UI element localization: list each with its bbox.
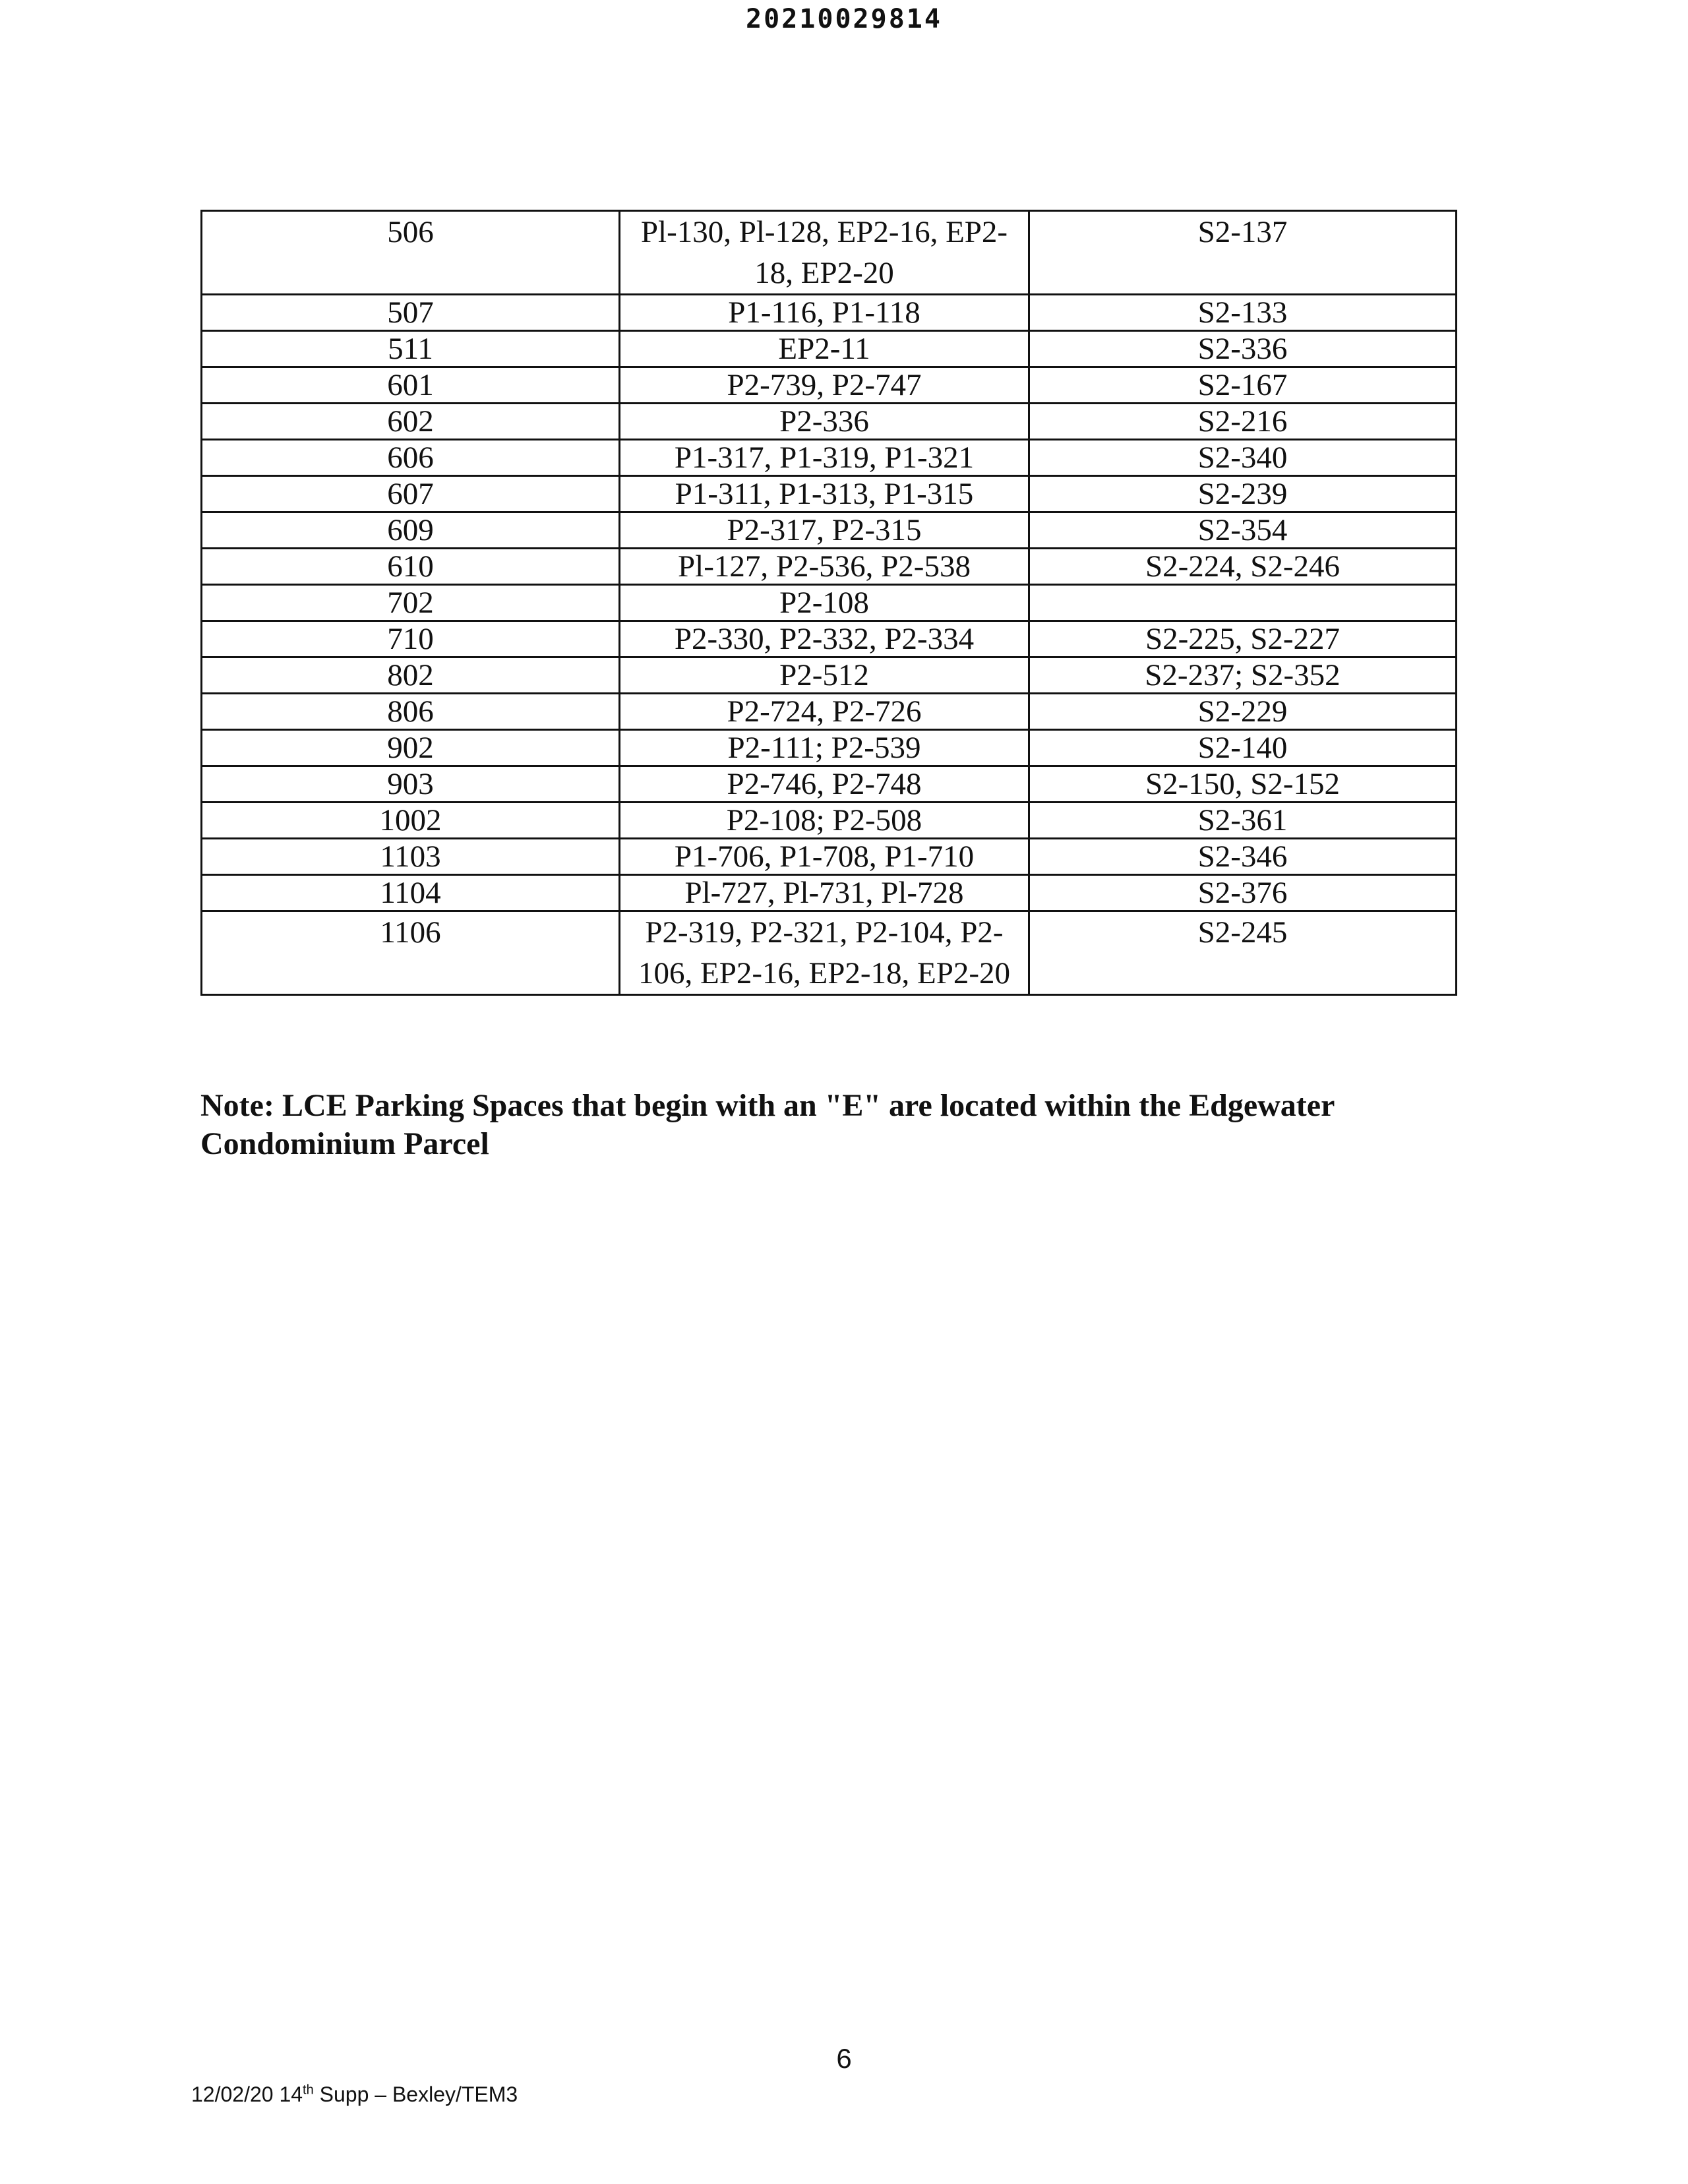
parking-cell: P2-336	[620, 404, 1029, 440]
parking-cell: P1-317, P1-319, P1-321	[620, 440, 1029, 476]
storage-cell: S2-237; S2-352	[1029, 657, 1457, 694]
parking-cell: P2-108; P2-508	[620, 803, 1029, 839]
storage-cell: S2-229	[1029, 694, 1457, 730]
parking-cell: EP2-11	[620, 331, 1029, 367]
unit-cell: 1104	[202, 875, 620, 911]
storage-cell: S2-239	[1029, 476, 1457, 512]
unit-cell: 802	[202, 657, 620, 694]
storage-cell: S2-354	[1029, 512, 1457, 549]
parking-assignment-table	[200, 210, 1457, 996]
unit-cell: 903	[202, 766, 620, 803]
table-row	[202, 476, 1457, 512]
parking-cell: P2-330, P2-332, P2-334	[620, 621, 1029, 657]
unit-cell: 511	[202, 331, 620, 367]
parking-cell: P2-317, P2-315	[620, 512, 1029, 549]
unit-cell: 902	[202, 730, 620, 766]
storage-cell: S2-150, S2-152	[1029, 766, 1457, 803]
storage-cell: S2-224, S2-246	[1029, 549, 1457, 585]
note-text: Note: LCE Parking Spaces that begin with an "E" are located within the Edgewater Condominium Parcel	[200, 1088, 1335, 1161]
table-row	[202, 730, 1457, 766]
table-row	[202, 404, 1457, 440]
unit-cell: 610	[202, 549, 620, 585]
storage-cell: S2-167	[1029, 367, 1457, 404]
storage-cell: S2-376	[1029, 875, 1457, 911]
unit-cell: 602	[202, 404, 620, 440]
storage-cell: S2-225, S2-227	[1029, 621, 1457, 657]
table-row	[202, 440, 1457, 476]
storage-cell	[1029, 585, 1457, 621]
parking-cell: Pl-727, Pl-731, Pl-728	[620, 875, 1029, 911]
storage-cell: S2-133	[1029, 295, 1457, 331]
table-row	[202, 766, 1457, 803]
parking-cell: P2-739, P2-747	[620, 367, 1029, 404]
page-number: 6	[836, 2043, 852, 2074]
unit-cell: 507	[202, 295, 620, 331]
storage-cell: S2-340	[1029, 440, 1457, 476]
parking-cell: Pl-130, Pl-128, EP2-16, EP2-18, EP2-20	[620, 211, 1029, 295]
parking-cell: P2-724, P2-726	[620, 694, 1029, 730]
table-row	[202, 621, 1457, 657]
unit-cell: 1103	[202, 839, 620, 875]
storage-cell: S2-140	[1029, 730, 1457, 766]
table-row	[202, 657, 1457, 694]
table-row	[202, 512, 1457, 549]
footer-date: 12/02/20 14	[191, 2082, 303, 2106]
parking-cell: P2-111; P2-539	[620, 730, 1029, 766]
storage-cell: S2-137	[1029, 211, 1457, 295]
table-row	[202, 295, 1457, 331]
unit-cell: 607	[202, 476, 620, 512]
table-row	[202, 211, 1457, 295]
parking-cell: P2-319, P2-321, P2-104, P2-106, EP2-16, EP2-18, EP2-20	[620, 911, 1029, 995]
footer-reference	[191, 2082, 518, 2107]
footer-superscript: th	[303, 2082, 314, 2098]
unit-cell: 710	[202, 621, 620, 657]
table-row	[202, 911, 1457, 995]
storage-cell: S2-336	[1029, 331, 1457, 367]
unit-cell: 1002	[202, 803, 620, 839]
table-row	[202, 331, 1457, 367]
parking-cell: P2-512	[620, 657, 1029, 694]
table-row	[202, 694, 1457, 730]
table-row	[202, 875, 1457, 911]
table-row	[202, 585, 1457, 621]
parking-cell: P1-311, P1-313, P1-315	[620, 476, 1029, 512]
table-row	[202, 839, 1457, 875]
footer-title: Supp – Bexley/TEM3	[313, 2082, 518, 2106]
storage-cell: S2-245	[1029, 911, 1457, 995]
unit-cell: 806	[202, 694, 620, 730]
document-number: 20210029814	[746, 4, 942, 34]
table-row	[202, 549, 1457, 585]
storage-cell: S2-346	[1029, 839, 1457, 875]
parking-cell: P2-108	[620, 585, 1029, 621]
unit-cell: 1106	[202, 911, 620, 995]
unit-cell: 609	[202, 512, 620, 549]
storage-cell: S2-361	[1029, 803, 1457, 839]
table-row	[202, 367, 1457, 404]
unit-cell: 506	[202, 211, 620, 295]
parking-cell: P1-706, P1-708, P1-710	[620, 839, 1029, 875]
storage-cell: S2-216	[1029, 404, 1457, 440]
table-row	[202, 803, 1457, 839]
unit-cell: 606	[202, 440, 620, 476]
parking-cell: Pl-127, P2-536, P2-538	[620, 549, 1029, 585]
unit-cell: 702	[202, 585, 620, 621]
parking-cell: P2-746, P2-748	[620, 766, 1029, 803]
parking-cell: P1-116, P1-118	[620, 295, 1029, 331]
table-body	[202, 211, 1457, 995]
unit-cell: 601	[202, 367, 620, 404]
